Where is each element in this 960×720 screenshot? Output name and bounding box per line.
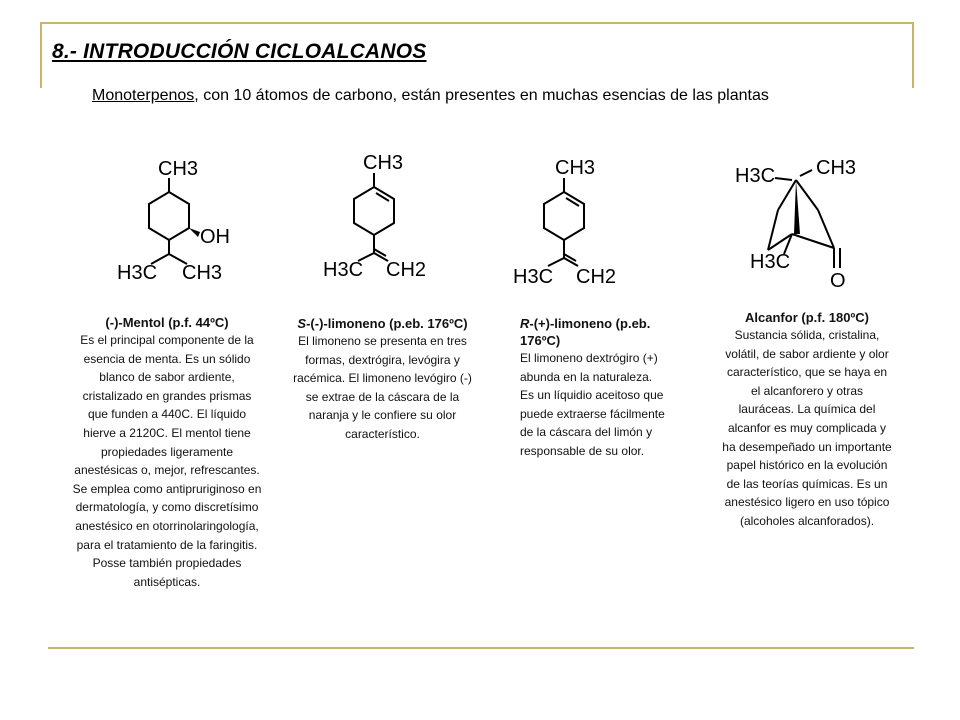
r-limoneno-description: El limoneno dextrógiro (+) abunda en la naturaleza. Es un líquidio aceitoso que puede extraerse fácilmente de la cáscara del limón y responsable de su olor.	[520, 351, 665, 458]
s-limoneno-ch3-label: CH3	[363, 152, 404, 174]
subtitle-text: , con 10 átomos de carbono, están presentes en muchas esencias de las plantas	[194, 87, 769, 104]
s-limoneno-column	[290, 315, 475, 444]
right-border	[912, 22, 914, 88]
mentol-h3c-label: H3C	[117, 262, 158, 284]
slide-subtitle	[92, 87, 769, 105]
alcanfor-o-label: O	[830, 270, 846, 290]
s-limoneno-structure	[318, 145, 438, 285]
s-limoneno-name: S-(-)-limoneno (p.eb. 176ºC)	[297, 316, 468, 331]
mentol-structure	[112, 150, 242, 285]
s-limoneno-h3c-label: H3C	[323, 259, 364, 281]
top-border	[40, 22, 914, 24]
mentol-name: (-)-Mentol (p.f. 44ºC)	[105, 315, 229, 330]
alcanfor-h3c-bottom-label: H3C	[750, 251, 791, 273]
r-limoneno-structure	[508, 150, 628, 290]
r-limoneno-h3c-label: H3C	[513, 266, 554, 288]
alcanfor-description: Sustancia sólida, cristalina, volátil, de sabor ardiente y olor característico, que se haya en el alcanforero y otras lauráceas. La química del alcanfor es muy complicada y ha desempeñado un importante papel histórico en la evolución de las teorías químicas. Es un anestésico ligero en uso tópico (alcoholes alcanforados).	[722, 328, 892, 528]
s-limoneno-ch2-label: CH2	[386, 259, 427, 281]
mentol-column	[72, 314, 262, 591]
left-border	[40, 22, 42, 88]
slide-title: 8.- INTRODUCCIÓN CICLOALCANOS	[52, 40, 427, 63]
alcanfor-structure	[730, 150, 870, 290]
mentol-ch3b-label: CH3	[182, 262, 223, 284]
mentol-ch3-label: CH3	[158, 158, 199, 180]
r-limoneno-ch3-label: CH3	[555, 157, 596, 179]
alcanfor-name: Alcanfor (p.f. 180ºC)	[745, 310, 869, 325]
mentol-oh-label: OH	[200, 226, 230, 248]
alcanfor-ch3-label: CH3	[816, 157, 857, 179]
r-limoneno-ch2-label: CH2	[576, 266, 617, 288]
r-limoneno-name: R-(+)-limoneno (p.eb. 176ºC)	[520, 316, 651, 348]
mentol-description: Es el principal componente de la esencia de menta. Es un sólido blanco de sabor ardiente, cristalizado en grandes prismas que funden a 440C. El líquido hierve a 2120C. El mentol tiene propiedades ligeramente anestésicas o, mejor, refrescantes. Se emplea como antipruriginoso en dermatología, y como discretísimo anestésico en otorrinolaringología, para el tratamiento de la faringitis. Posse también propiedades antisépticas.	[72, 333, 262, 589]
subtitle-term: Monoterpenos	[92, 87, 195, 104]
alcanfor-column	[722, 309, 892, 531]
bottom-border	[48, 647, 914, 649]
r-limoneno-prefix: R	[520, 316, 530, 331]
r-limoneno-column	[520, 315, 668, 461]
s-limoneno-description: El limoneno se presenta en tres formas, dextrógira, levógira y racémica. El limoneno levógiro (-) se extrae de la cáscara de la naranja y le confiere su olor característico.	[293, 334, 472, 441]
alcanfor-h3c-top-label: H3C	[735, 165, 776, 187]
s-limoneno-prefix: S	[297, 316, 307, 331]
